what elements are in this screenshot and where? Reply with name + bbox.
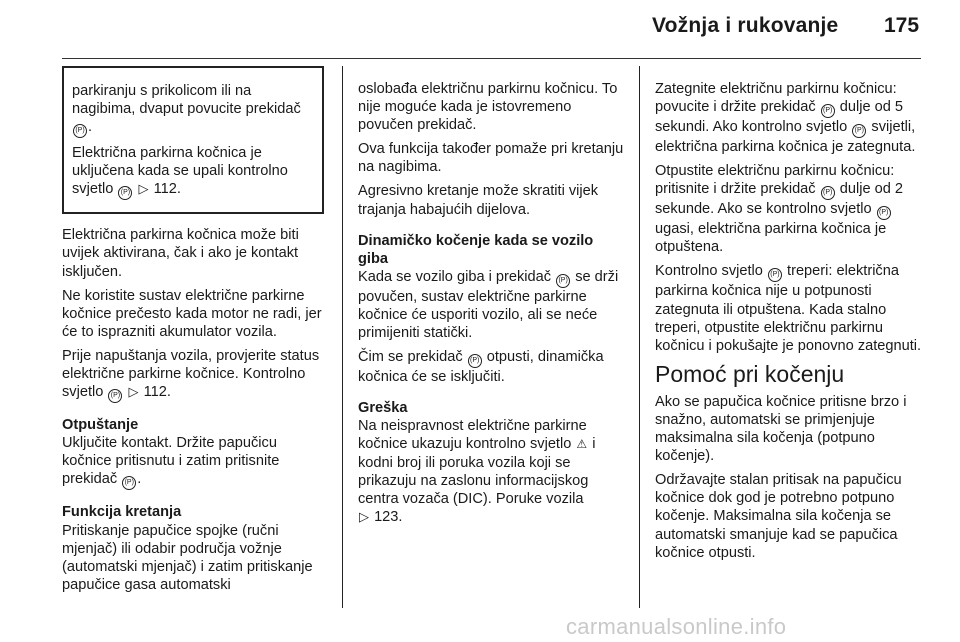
parking-brake-switch-icon: (P): [852, 124, 866, 138]
reference-arrow-icon: ▷: [359, 508, 369, 524]
reference-arrow-icon: ▷: [128, 384, 139, 400]
paragraph: Prije napuštanja vozila, provjerite status električne parkirne kočnice. Kontrolno svjetlo (P) ▷ 112.: [62, 347, 324, 403]
paragraph: Čim se prekidač (P) otpusti, dinamička kočnica će se isključiti.: [358, 349, 604, 386]
heading-dynamic-braking: Dinamičko kočenje kada se vozilo giba: [358, 232, 594, 267]
paragraph: Ne koristite sustav električne parkirne kočnice prečesto kada motor ne radi, jer će to isprazniti akumulator vozila.: [62, 287, 322, 340]
note-paragraph-2: Električna parkirna kočnica je uključena kada se upali kontrolno svjetlo (P) ▷ 112.: [72, 144, 312, 200]
paragraph: Agresivno kretanje može skratiti vijek trajanja habajućih dijelova.: [358, 183, 599, 218]
heading-drive-away: Funkcija kretanja: [62, 504, 182, 521]
reference-arrow-icon: ▷: [138, 181, 149, 197]
column-divider-2: [639, 66, 640, 608]
paragraph: oslobađa električnu parkirnu kočnicu. To nije moguće kada je istovremeno povučen prekidač.: [358, 81, 618, 134]
heading-release: Otpuštanje: [62, 417, 139, 434]
heading-fault: Greška: [358, 400, 408, 417]
parking-brake-switch-icon: (P): [108, 389, 122, 403]
paragraph: Kada se vozilo giba i prekidač (P) se drži povučen, sustav električne parkirne kočnice će usporiti vozilo, ali se neće primijeniti statički.: [358, 268, 619, 342]
paragraph: Električna parkirna kočnica može biti uvijek aktivirana, čak i ako je kontakt isključen.: [62, 227, 299, 280]
page-number: 175: [884, 14, 920, 37]
parking-brake-switch-icon: (P): [73, 124, 87, 138]
note-box: [62, 66, 324, 214]
paragraph: Ako se papučica kočnice pritisne brzo i snažno, automatski se primjenjuje maksimalna sila kočenja (potpuno kočenje).: [655, 393, 907, 465]
section-title: Pomoć pri kočenju: [655, 360, 845, 387]
parking-brake-switch-icon: (P): [821, 186, 835, 200]
column-left: [62, 66, 324, 600]
brake-warning-icon: ⚠: [576, 437, 588, 452]
note-paragraph-1: parkiranju s prikolicom ili na nagibima, dvaput povucite prekidač (P) .: [72, 82, 312, 138]
column-middle: [358, 80, 626, 532]
paragraph: Ova funkcija također pomaže pri kretanju na nagibima.: [358, 141, 624, 176]
column-right: [655, 80, 923, 568]
paragraph: Na neispravnost električne parkirne kočnice ukazuju kontrolno svjetlo ⚠ i kodni broj ili poruka vozila koji se prikazuju na zaslonu informacijskog centra vozača (DIC). Poruke vozila ▷ 123.: [358, 418, 596, 525]
header-rule: [62, 58, 921, 59]
parking-brake-switch-icon: (P): [468, 354, 482, 368]
paragraph: Zategnite električnu parkirnu kočnicu: povucite i držite prekidač (P) dulje od 5 sekundi. Ako kontrolno svjetlo (P) svijetli, električna parkirna kočnica je zategnuta.: [655, 81, 916, 156]
parking-brake-switch-icon: (P): [768, 268, 782, 282]
column-divider-1: [342, 66, 343, 608]
watermark: carmanualsonline.info: [566, 614, 787, 639]
paragraph: Održavajte stalan pritisak na papučicu kočnice dok god je potrebno potpuno kočenje. Maksimalna sila kočenja se automatski smanjuje kad se papučica kočnice otpusti.: [655, 472, 902, 561]
paragraph: Pritiskanje papučice spojke (ručni mjenjač) ili odabir područja vožnje (automatski mjenjač) i zatim pritiskanje papučice gasa automatski: [62, 522, 313, 593]
parking-brake-switch-icon: (P): [877, 206, 891, 220]
parking-brake-switch-icon: (P): [556, 274, 570, 288]
paragraph: Uključite kontakt. Držite papučicu kočnice pritisnutu i zatim pritisnite prekidač (P) .: [62, 434, 324, 490]
parking-brake-switch-icon: (P): [122, 476, 136, 490]
paragraph: Kontrolno svjetlo (P) treperi: električna parkirna kočnica nije u potpunosti zategnuta ili otpuštena. Kada stalno treperi, otpustite električnu parkirnu kočnicu i pokušajte je ponovno zategnuti.: [655, 263, 922, 354]
parking-brake-switch-icon: (P): [821, 104, 835, 118]
paragraph: Otpustite električnu parkirnu kočnicu: pritisnite i držite prekidač (P) dulje od 2 sekunde. Ako se kontrolno svjetlo (P) ugasi, električna parkirna kočnica je otpuštena.: [655, 163, 904, 256]
page-header-title: Vožnja i rukovanje: [652, 14, 839, 37]
parking-brake-switch-icon: (P): [118, 186, 132, 200]
